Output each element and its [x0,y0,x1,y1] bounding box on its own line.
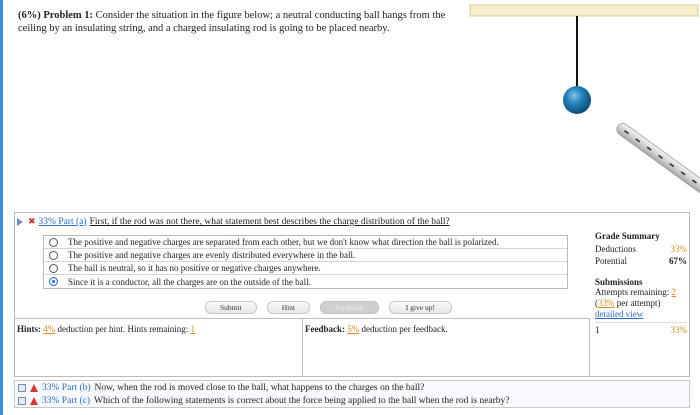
part-icon [18,384,26,392]
radio-button[interactable] [49,238,58,247]
radio-button[interactable] [49,251,58,260]
part-a-question: First, if the rod was not there, what statement best describes the charge distribution of the ball? [89,217,450,227]
deductions-row [595,243,687,255]
attempts-label: Attempts remaining: [595,287,670,297]
answer-option[interactable] [44,275,567,288]
attempts-remaining [595,287,687,298]
hints-text: deduction per hint. Hints remaining: [57,324,189,334]
submit-button[interactable]: Submit [205,301,257,314]
problem-body: Consider the situation in the figure below; a neutral conducting ball hangs from the ceiling by an insulating string, and a charged insulating rod is going to be placed nearby. [18,10,446,34]
expand-arrow-icon[interactable] [17,218,23,226]
part-a-panel [14,212,690,377]
answer-option[interactable] [44,236,567,249]
answer-option-label: Since it is a conductor, all the charges are on the outside of the ball. [68,276,311,287]
submissions-title: Submissions [595,277,643,287]
potential-label: Potential [595,256,627,266]
radio-button[interactable] [49,264,58,273]
hints-panel [15,318,303,376]
radio-button-selected[interactable] [49,277,58,286]
potential-row [595,255,687,267]
answer-option[interactable] [44,262,567,275]
feedback-deduction: 5% [347,324,360,334]
answer-option-label: The ball is neutral, so it has no positive or negative charges anywhere. [68,263,321,273]
submission-number: 1 [595,325,600,335]
part-b-percent[interactable]: 33% Part (b) [42,382,91,393]
submission-entry [595,322,687,335]
part-icon [18,397,26,405]
deductions-label: Deductions [595,244,636,254]
part-b-row[interactable] [15,381,689,394]
answer-option[interactable] [44,249,567,262]
part-a-percent[interactable]: 33% Part (a) [38,217,87,227]
charged-rod [614,121,700,195]
feedback-text: deduction per feedback. [361,324,448,334]
per-attempt: (33% per attempt) [595,298,661,308]
feedback-button[interactable]: Feedback [320,301,379,314]
potential-value: 67% [669,256,687,266]
grade-summary [595,231,687,335]
deductions-value: 33% [670,244,687,254]
answer-option-label: The positive and negative charges are evenly distributed everywhere in the ball. [68,250,356,260]
part-b-question: Now, when the rod is moved close to the ball, what happens to the charges on the ball? [94,382,425,393]
part-c-row[interactable] [15,394,689,407]
give-up-button[interactable]: I give up! [389,301,452,314]
warning-icon [30,384,38,392]
attempts-value: 2 [671,287,676,297]
answer-options [43,235,568,289]
hints-label: Hints: [17,324,42,334]
hint-button[interactable]: Hint [267,301,310,314]
warning-icon [30,397,38,405]
feedback-label: Feedback: [305,324,345,334]
submission-deduction: 33% [670,325,687,335]
problem-title: (6%) Problem 1: [18,10,94,21]
part-c-percent[interactable]: 33% Part (c) [42,395,91,406]
incorrect-icon: ✖ [28,217,36,227]
problem-figure [460,0,700,210]
action-buttons [205,301,452,314]
grade-summary-title: Grade Summary [595,231,660,241]
answer-option-label: The positive and negative charges are separated from each other, but we don't know what direction the ball is polarized. [68,237,499,247]
problem-statement [18,9,468,35]
per-attempt-text: per attempt) [616,298,661,308]
ceiling [470,5,698,16]
left-accent-bar [0,0,3,415]
part-c-question: Which of the following statements is correct about the force being applied to the ball when the rod is nearby? [94,395,510,406]
hints-remaining: 1 [190,324,195,334]
part-a-header[interactable] [17,216,450,228]
per-attempt-pct: 33% [598,298,615,308]
feedback-panel [303,318,590,376]
hint-deduction: 4% [43,324,56,334]
conducting-ball [563,86,591,114]
other-parts-list [14,380,690,408]
detailed-view-link[interactable]: detailed view [595,309,644,319]
